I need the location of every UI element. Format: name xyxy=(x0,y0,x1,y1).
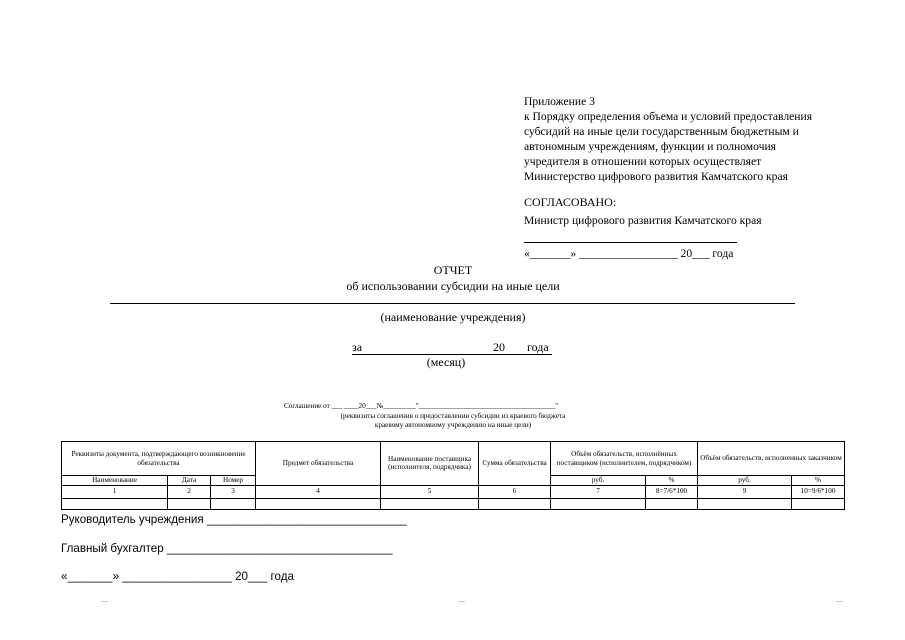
header-fulfilled-supplier: Объём обязательств, исполнённых поставщиком (исполнителем, подрядчиком) xyxy=(551,442,698,476)
table-cell xyxy=(551,498,646,509)
report-subtitle: об использовании субсидии на иные цели xyxy=(346,279,560,293)
header-subject: Предмет обязательства xyxy=(256,442,381,486)
column-number: 8=7/6*100 xyxy=(646,485,698,498)
report-period xyxy=(352,340,552,355)
header-fulfilled-customer: Объём обязательств, исполненных заказчиком xyxy=(698,442,845,476)
column-number: 2 xyxy=(168,485,211,498)
table-cell xyxy=(479,498,551,509)
table-cell xyxy=(256,498,381,509)
appendix-line: Министерство цифрового развития Камчатского края xyxy=(524,170,788,183)
appendix-block xyxy=(524,94,884,184)
appendix-line: учредителя в отношении которых осуществляет xyxy=(524,155,762,168)
table-column-numbers-row xyxy=(62,485,845,498)
subheader-percent: % xyxy=(792,476,845,486)
table-cell xyxy=(211,498,256,509)
agreement-line: Соглашение от ___ ____20___№_________"______________________________________" xyxy=(284,402,559,410)
column-number: 7 xyxy=(551,485,646,498)
period-suffix: года xyxy=(527,340,549,354)
column-number: 6 xyxy=(479,485,551,498)
agreement-caption: краевому автономному учреждению на иные цели) xyxy=(374,421,532,429)
head-signature: Руководитель учреждения _______________________________ xyxy=(61,513,407,526)
approval-signature-line xyxy=(524,242,737,243)
table-cell xyxy=(792,498,845,509)
month-caption: (месяц) xyxy=(426,355,466,369)
table-cell xyxy=(62,498,168,509)
institution-caption: (наименование учреждения) xyxy=(380,310,526,324)
institution-name-line xyxy=(110,303,795,304)
column-number: 3 xyxy=(211,485,256,498)
subheader-rub: руб. xyxy=(551,476,646,486)
column-number: 4 xyxy=(256,485,381,498)
signature-date-line: «_______» _________________ 20___ года xyxy=(61,570,294,583)
approval-date-line: «_______» _________________ 20___ года xyxy=(524,247,734,260)
appendix-line: к Порядку определения объема и условий предоставления xyxy=(524,110,813,123)
appendix-line: автономным учреждениям, функции и полномочия xyxy=(524,140,776,153)
table-cell xyxy=(168,498,211,509)
approval-signer: Министр цифрового развития Камчатского края xyxy=(524,214,762,227)
header-supplier: Наименование поставщика (исполнителя, подрядчика) xyxy=(381,442,479,486)
period-prefix: за xyxy=(352,340,363,354)
approval-heading: СОГЛАСОВАНО: xyxy=(524,195,617,209)
table-empty-row xyxy=(62,498,845,509)
footer-mark xyxy=(101,601,108,602)
accountant-signature: Главный бухгалтер ___________________________________ xyxy=(61,542,393,555)
column-number: 1 xyxy=(62,485,168,498)
subheader-rub: руб. xyxy=(698,476,792,486)
column-number: 9 xyxy=(698,485,792,498)
table-header-row xyxy=(62,442,845,476)
footer-mark xyxy=(836,601,843,602)
footer-mark xyxy=(458,601,465,602)
subheader-date: Дата xyxy=(168,476,211,486)
period-year: 20 xyxy=(493,340,505,354)
report-title: ОТЧЕТ xyxy=(433,263,473,277)
header-doc-requisites: Реквизиты документа, подтверждающего возникновение обязательства xyxy=(62,442,256,476)
table-cell xyxy=(381,498,479,509)
column-number: 5 xyxy=(381,485,479,498)
subheader-number: Номер xyxy=(211,476,256,486)
table-cell xyxy=(698,498,792,509)
report-table xyxy=(61,441,845,510)
appendix-line: субсидий на иные цели государственным бюджетным и xyxy=(524,125,799,138)
header-amount: Сумма обязательства xyxy=(479,442,551,486)
appendix-title: Приложение 3 xyxy=(524,95,595,108)
agreement-caption: (реквизиты соглашения о предоставлении субсидии из краевого бюджета xyxy=(340,412,566,420)
table-cell xyxy=(646,498,698,509)
column-number: 10=9/6*100 xyxy=(792,485,845,498)
subheader-percent: % xyxy=(646,476,698,486)
subheader-name: Наименование xyxy=(62,476,168,486)
